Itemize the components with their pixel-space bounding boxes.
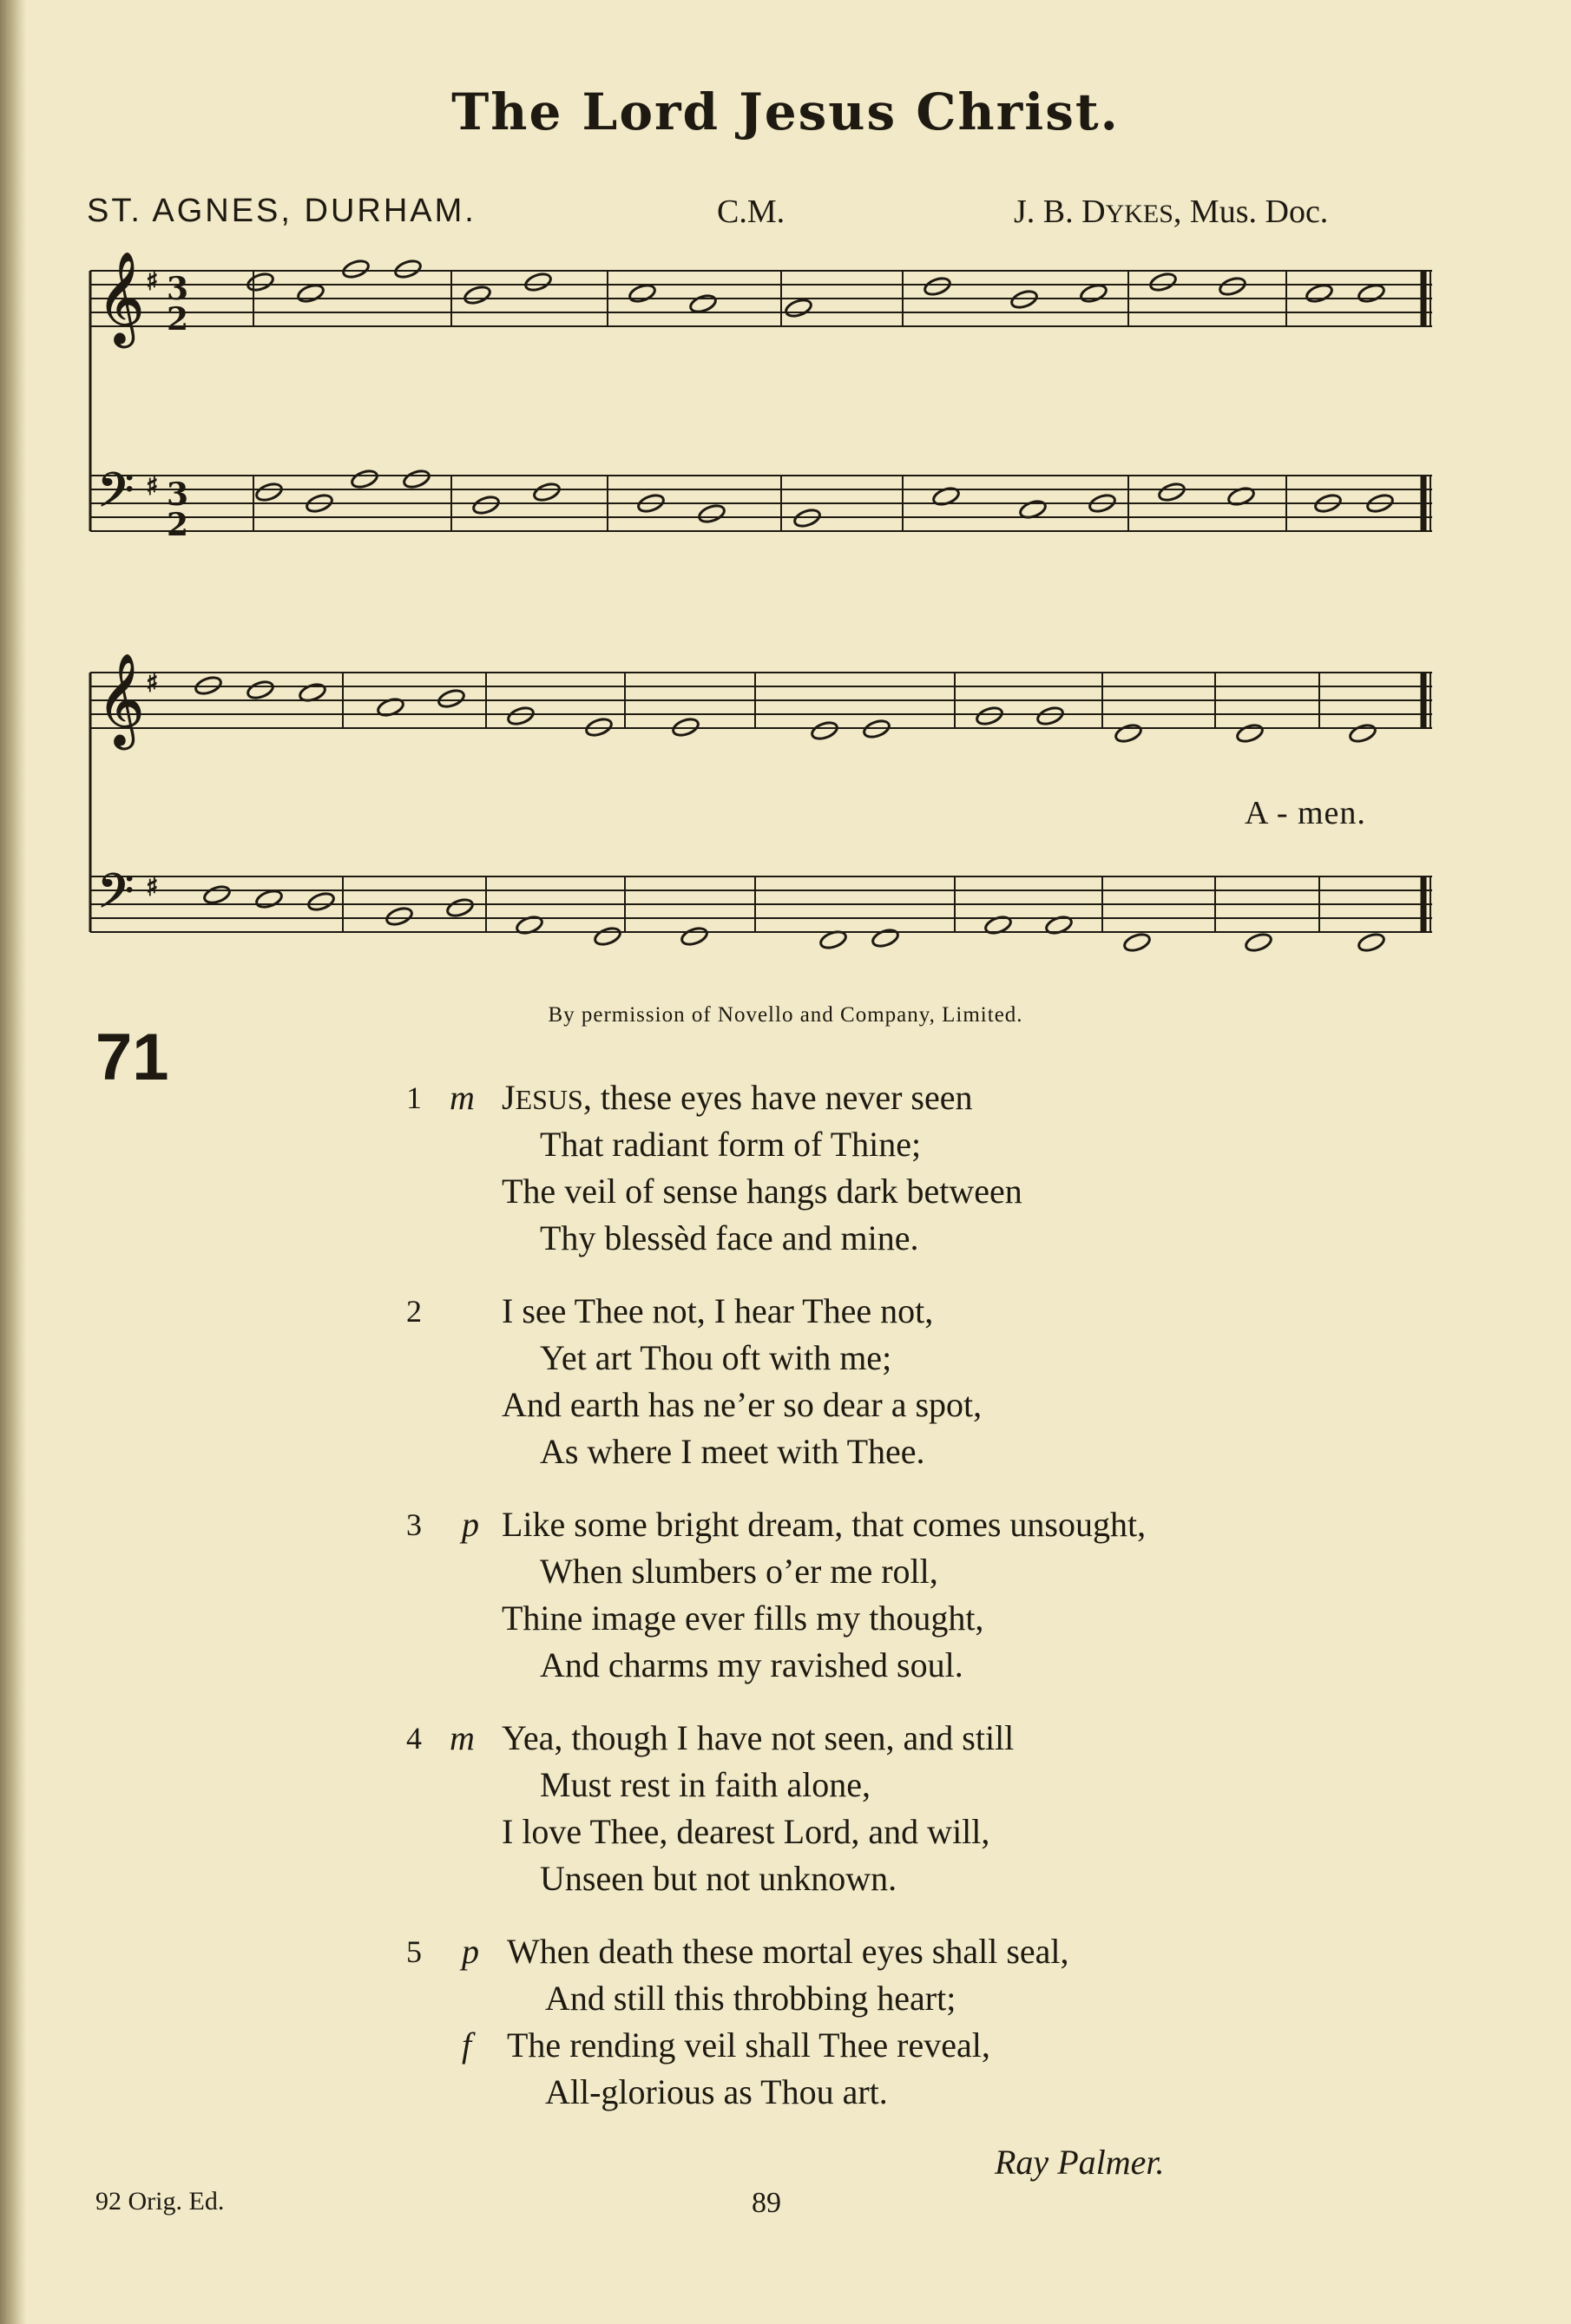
time-sig-bass-bottom: 2 (167, 507, 189, 543)
verse-number: 5 (406, 1934, 422, 1969)
half-note (628, 282, 657, 304)
half-note (341, 258, 371, 279)
line-text (502, 1074, 973, 1123)
half-note (437, 687, 466, 709)
tune-name: ST. AGNES, DURHAM. (87, 193, 477, 229)
line-text: I love Thee, dearest Lord, and will, (502, 1812, 990, 1851)
amen-lyric: A - men. (1245, 795, 1366, 831)
key-signature-sharp-icon: ♯ (146, 872, 159, 903)
line-text: Unseen but not unknown. (540, 1859, 897, 1898)
verse-line (0, 1335, 1571, 1382)
verse-line (0, 2022, 1571, 2069)
verse-number: 2 (406, 1294, 422, 1329)
treble-clef-icon: 𝄞 (97, 251, 145, 344)
verse-line (0, 1975, 1571, 2022)
key-signature-sharp-icon: ♯ (146, 266, 159, 297)
half-note (680, 925, 709, 947)
author-attribution: Ray Palmer. (995, 2143, 1165, 2182)
half-note (1244, 931, 1273, 953)
hymn-text (0, 1074, 1571, 2142)
line-text: All-glorious as Thou art. (545, 2072, 888, 2111)
line-lead-small-caps: ESUS (515, 1084, 583, 1115)
half-note (810, 719, 839, 741)
verse-number: 3 (406, 1507, 422, 1542)
verse-line (0, 1382, 1571, 1428)
music-score (0, 0, 1571, 1007)
verse-line (0, 1715, 1571, 1762)
verse-number: 1 (406, 1080, 422, 1115)
composer-degree: , Mus. Doc. (1173, 194, 1329, 230)
composer-initials: J. B. D (1014, 194, 1106, 230)
line-lead: J (502, 1078, 516, 1117)
half-note (445, 896, 475, 918)
verse-line (0, 1215, 1571, 1262)
half-note (1035, 705, 1065, 726)
half-note (402, 468, 431, 489)
half-note (1148, 271, 1178, 292)
verse-line (0, 1428, 1571, 1475)
time-sig-bass-top: 3 (167, 476, 189, 513)
line-rest: , these eyes have never seen (582, 1078, 973, 1117)
key-signature-sharp-icon: ♯ (146, 668, 159, 699)
verse-2 (0, 1288, 1571, 1475)
half-note (306, 890, 336, 912)
composer-surname: YKES (1105, 200, 1173, 228)
verse-line (0, 1074, 1571, 1121)
time-sig-treble-top: 3 (167, 271, 189, 307)
permission-note: By permission of Novello and Company, Limited. (548, 1003, 1023, 1027)
half-note (202, 883, 232, 905)
half-note (1079, 282, 1108, 304)
verse-4 (0, 1715, 1571, 1902)
half-note (393, 258, 423, 279)
half-note (254, 888, 284, 909)
half-note (975, 705, 1004, 726)
half-note (246, 679, 275, 700)
verse-line (0, 1809, 1571, 1855)
verse-number: 4 (406, 1721, 422, 1756)
half-note (296, 282, 325, 304)
half-note (471, 494, 501, 515)
line-text: I see Thee not, I hear Thee not, (502, 1291, 934, 1330)
bass-clef-icon: 𝄢 (97, 863, 135, 930)
dynamic-mark: m (450, 1718, 475, 1757)
verse-line (0, 1501, 1571, 1548)
verse-line (0, 1855, 1571, 1902)
half-note (923, 275, 952, 297)
half-note (1122, 931, 1152, 953)
line-text: Yea, though I have not seen, and still (502, 1718, 1015, 1757)
verse-line (0, 1548, 1571, 1595)
line-text: And earth has ne’er so dear a spot, (502, 1385, 983, 1424)
half-note (1348, 722, 1377, 744)
tune-meter: C.M. (717, 194, 786, 230)
original-edition-ref: 92 Orig. Ed. (95, 2187, 225, 2216)
dynamic-mark: p (462, 1505, 479, 1544)
half-note (1357, 931, 1386, 953)
half-note (688, 292, 718, 314)
line-text: Must rest in faith alone, (540, 1765, 871, 1804)
line-text: Thine image ever fills my thought, (502, 1599, 984, 1638)
verse-line (0, 1762, 1571, 1809)
line-text: That radiant form of Thine; (540, 1125, 922, 1164)
line-text: As where I meet with Thee. (540, 1432, 925, 1471)
half-note (871, 927, 900, 949)
verse-3 (0, 1501, 1571, 1689)
half-note (463, 284, 492, 305)
line-text: Thy blessèd face and mine. (540, 1218, 919, 1257)
half-note (1218, 275, 1247, 297)
key-signature-sharp-icon: ♯ (146, 471, 159, 502)
page-number: 89 (752, 2187, 781, 2219)
verse-1 (0, 1074, 1571, 1262)
half-note (1114, 722, 1143, 744)
verse-line (0, 1168, 1571, 1215)
verse-line (0, 1928, 1571, 1975)
verse-5 (0, 1928, 1571, 2116)
half-note (350, 468, 379, 489)
line-text: And charms my ravished soul. (540, 1645, 963, 1684)
dynamic-mark: p (462, 1932, 479, 1971)
line-text: And still this throbbing heart; (545, 1979, 956, 2018)
half-note (246, 271, 275, 292)
treble-clef-icon: 𝄞 (97, 653, 145, 745)
time-sig-treble-bottom: 2 (167, 301, 189, 338)
verse-line (0, 1595, 1571, 1642)
half-note (532, 481, 562, 502)
section-header: The Lord Jesus Christ. (451, 82, 1120, 141)
half-note (1157, 481, 1186, 502)
half-note (593, 925, 622, 947)
half-note (506, 705, 536, 726)
half-note (1357, 282, 1386, 304)
bass-clef-icon: 𝄢 (97, 463, 135, 529)
half-note (254, 481, 284, 502)
line-text: The veil of sense hangs dark between (502, 1172, 1022, 1211)
half-note (697, 502, 726, 524)
line-text: Like some bright dream, that comes unsought, (502, 1505, 1147, 1544)
half-note (1305, 282, 1334, 304)
dynamic-mark: f (462, 2025, 472, 2065)
line-text: Yet art Thou oft with me; (540, 1338, 892, 1377)
line-text: The rending veil shall Thee reveal, (507, 2025, 990, 2065)
half-note (385, 905, 414, 927)
verse-line (0, 1288, 1571, 1335)
dynamic-mark: m (450, 1078, 475, 1117)
half-note (784, 297, 813, 318)
verse-line (0, 2069, 1571, 2116)
verse-line (0, 1642, 1571, 1689)
hymn-number: 71 (95, 1021, 169, 1094)
line-text: When death these mortal eyes shall seal, (507, 1932, 1069, 1971)
half-note (523, 271, 553, 292)
line-text: When slumbers o’er me roll, (540, 1552, 938, 1591)
verse-line (0, 1121, 1571, 1168)
half-note (1235, 722, 1265, 744)
